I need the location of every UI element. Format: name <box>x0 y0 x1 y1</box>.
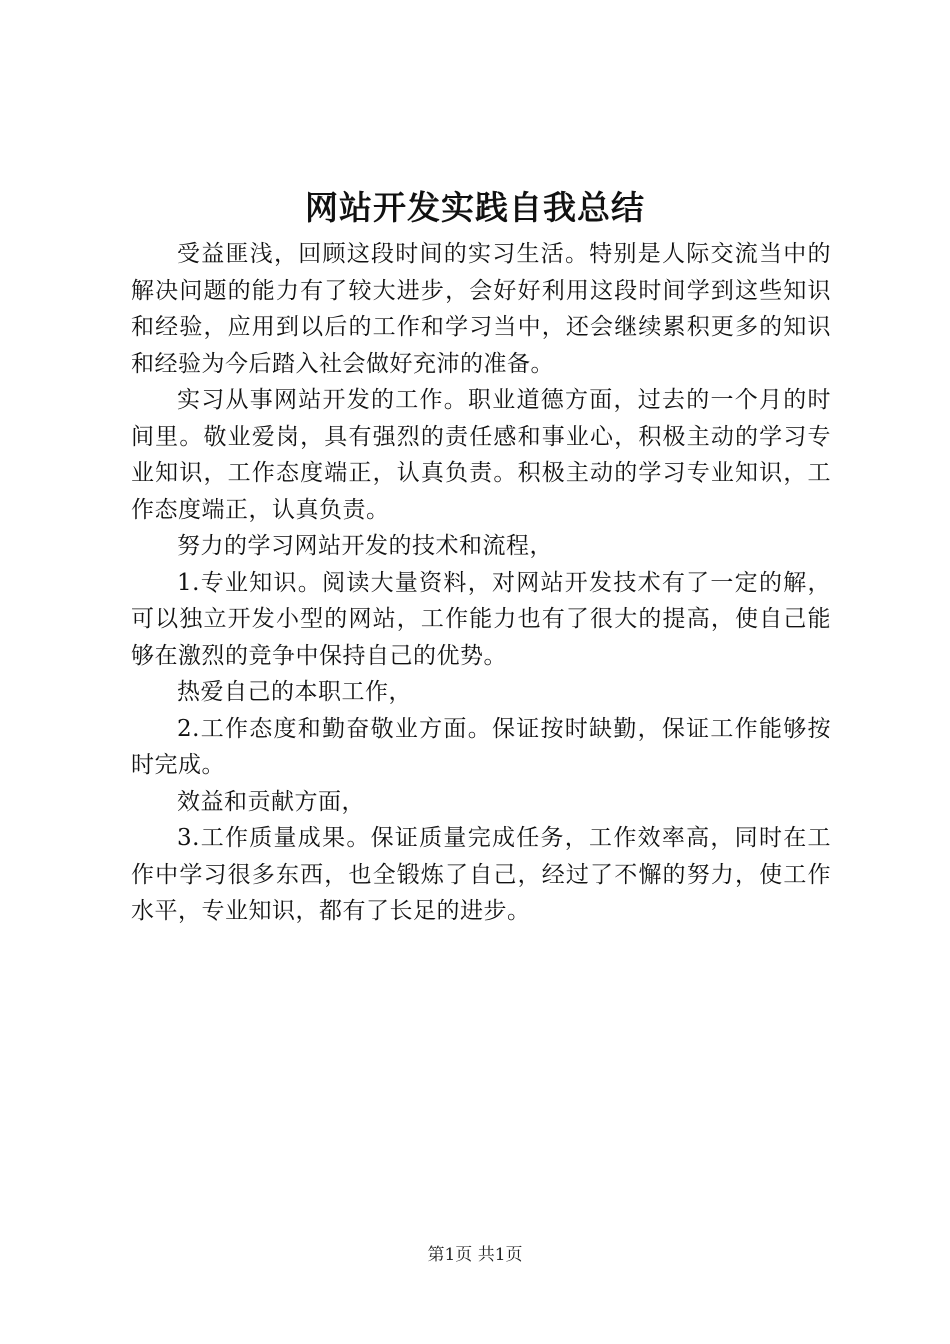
document-body <box>131 236 831 930</box>
paragraph-2: 实习从事网站开发的工作。职业道德方面，过去的一个月的时间里。敬业爱岗，具有强烈的责任感和事业心，积极主动的学习专业知识，工作态度端正，认真负责。积极主动的学习专业知识，工作态度端正，认真负责。 <box>131 387 831 523</box>
paragraph-4: 1.专业知识。阅读大量资料，对网站开发技术有了一定的解，可以独立开发小型的网站，工作能力也有了很大的提高，使自己能够在激烈的竞争中保持自己的优势。 <box>131 569 831 669</box>
document-title: 网站开发实践自我总结 <box>305 188 645 227</box>
paragraph-8: 3.工作质量成果。保证质量完成任务，工作效率高，同时在工作中学习很多东西，也全锻炼了自己，经过了不懈的努力，使工作水平，专业知识，都有了长足的进步。 <box>131 825 831 924</box>
paragraph-6: 2.工作态度和勤奋敬业方面。保证按时缺勤，保证工作能够按时完成。 <box>131 715 831 778</box>
paragraph-7: 效益和贡献方面， <box>177 788 365 815</box>
page-footer: 第1页 共1页 <box>427 1245 523 1265</box>
paragraph-3: 努力的学习网站开发的技术和流程， <box>177 533 553 559</box>
paragraph-1: 受益匪浅，回顾这段时间的实习生活。特别是人际交流当中的解决问题的能力有了较大进步，会好好利用这段时间学到这些知识和经验，应用到以后的工作和学习当中，还会继续累积更多的知识和经验为今后踏入社会做好充沛的准备。 <box>131 241 831 377</box>
paragraph-5: 热爱自己的本职工作， <box>177 679 412 705</box>
